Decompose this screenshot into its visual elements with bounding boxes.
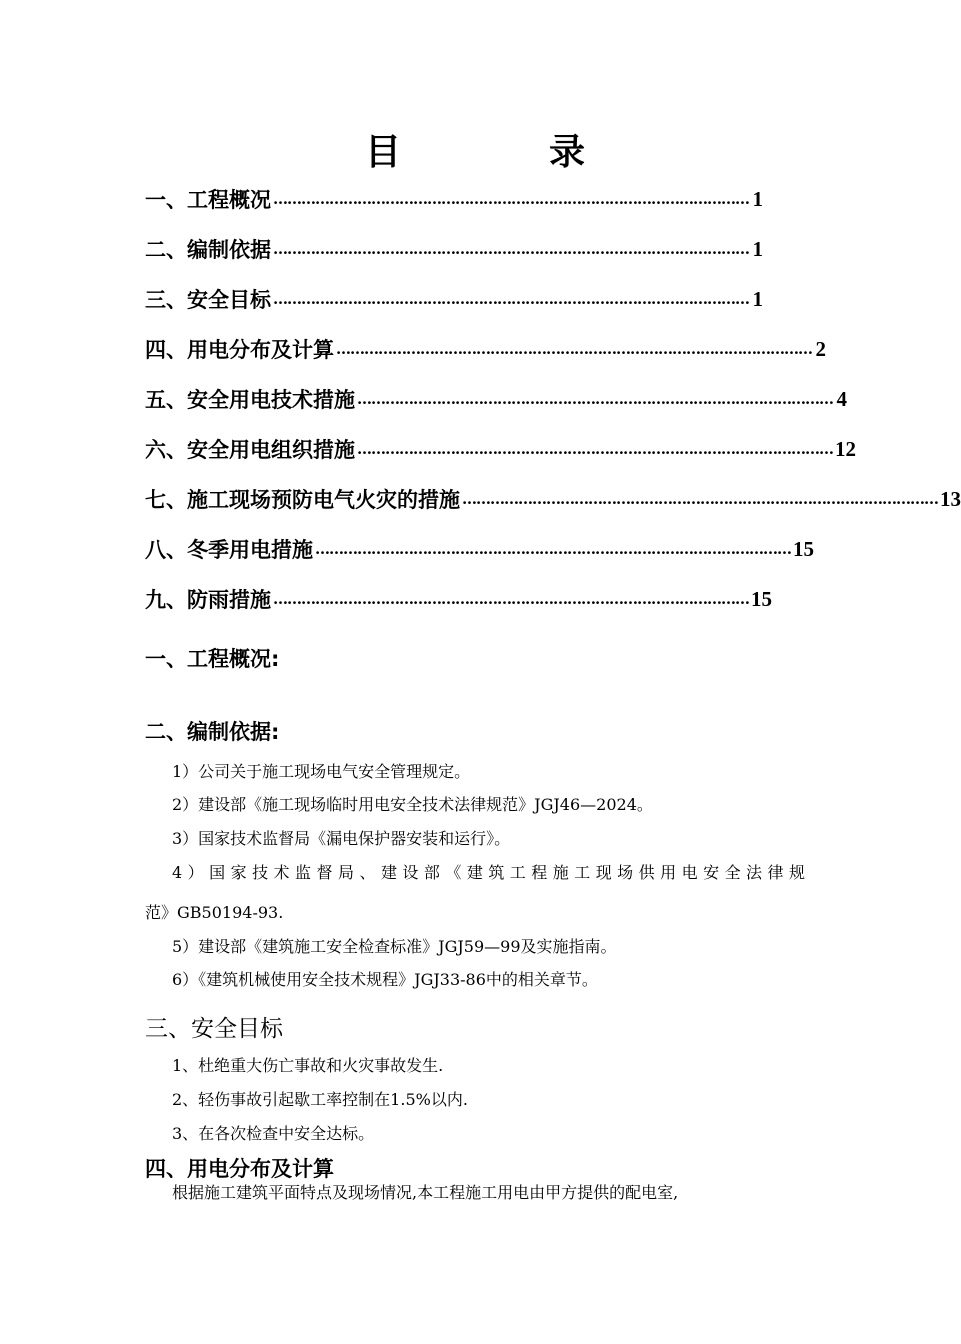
toc-leader-dots: ………………………………………………………………………………………… <box>315 540 791 558</box>
power-distribution-text: 根据施工建筑平面特点及现场情况,本工程施工用电由甲方提供的配电室, <box>172 1183 679 1202</box>
toc-entry[interactable] <box>145 534 814 564</box>
toc-entry-label: 四、用电分布及计算 <box>145 338 334 362</box>
safety-goal-item: 3、在各次检查中安全达标。 <box>172 1124 375 1143</box>
toc-entry-page: 4 <box>836 386 847 411</box>
section-heading-safety-goal: 三、安全目标 <box>145 1016 283 1042</box>
basis-item: 3）国家技术监督局《漏电保护器安装和运行》。 <box>172 829 511 848</box>
toc-leader-dots: ………………………………………………………………………………………… <box>336 340 812 358</box>
toc-entry[interactable] <box>145 584 772 614</box>
toc-leader-dots: ………………………………………………………………………………………… <box>273 290 749 308</box>
basis-item: 5）建设部《建筑施工安全检查标准》JGJ59—99及实施指南。 <box>172 937 617 956</box>
section-heading-power-distribution: 四、用电分布及计算 <box>145 1157 334 1181</box>
toc-entry[interactable] <box>145 434 856 464</box>
toc-entry-page: 1 <box>752 286 763 311</box>
toc-entry-page: 15 <box>751 586 772 611</box>
toc-entry[interactable] <box>145 284 763 314</box>
toc-title-right: 录 <box>549 132 586 173</box>
toc-title-left: 目 <box>364 132 401 173</box>
toc-entry-label: 六、安全用电组织措施 <box>145 438 355 462</box>
toc-entry-page: 15 <box>793 536 814 561</box>
toc-leader-dots: ………………………………………………………………………………………… <box>357 440 833 458</box>
basis-item-continuation: 范》GB50194-93. <box>145 903 284 922</box>
toc-entry-label: 二、编制依据 <box>145 238 271 262</box>
section-heading-overview: 一、工程概况: <box>145 647 280 671</box>
safety-goal-item: 1、杜绝重大伤亡事故和火灾事故发生. <box>172 1056 444 1075</box>
toc-entry-label: 八、冬季用电措施 <box>145 538 313 562</box>
toc-entry[interactable] <box>145 384 847 414</box>
toc-leader-dots: ………………………………………………………………………………………… <box>273 240 749 258</box>
toc-entry-page: 2 <box>815 336 826 361</box>
basis-item: 6）《建筑机械使用安全技术规程》JGJ33-86中的相关章节。 <box>172 970 598 989</box>
toc-entry-label: 七、施工现场预防电气火灾的措施 <box>145 488 460 512</box>
toc-leader-dots: ………………………………………………………………………………………… <box>357 390 833 408</box>
basis-item: 2）建设部《施工现场临时用电安全技术法律规范》JGJ46—2024。 <box>172 795 653 814</box>
toc-entry-label: 一、工程概况 <box>145 188 271 212</box>
toc-entry-page: 1 <box>752 186 763 211</box>
basis-item: 1）公司关于施工现场电气安全管理规定。 <box>172 762 471 781</box>
safety-goal-item: 2、轻伤事故引起歇工率控制在1.5%以内. <box>172 1090 468 1109</box>
section-heading-basis: 二、编制依据: <box>145 720 280 744</box>
toc-leader-dots: ………………………………………………………………………………………… <box>273 590 749 608</box>
basis-item: 4）国家技术监督局、建设部《建筑工程施工现场供用电安全法律规 <box>172 863 805 882</box>
toc-entry-label: 九、防雨措施 <box>145 588 271 612</box>
toc-entry[interactable] <box>145 334 826 364</box>
toc-entry[interactable] <box>145 234 763 264</box>
toc-leader-dots: ………………………………………………………………………………………… <box>462 490 938 508</box>
toc-entry-page: 12 <box>835 436 856 461</box>
toc-entry-page: 1 <box>752 236 763 261</box>
toc-leader-dots: ………………………………………………………………………………………… <box>273 190 749 208</box>
toc-entry-label: 三、安全目标 <box>145 288 271 312</box>
toc-entry[interactable] <box>145 484 961 514</box>
toc-entry-page: 13 <box>940 486 961 511</box>
toc-title <box>0 124 950 175</box>
toc-entry[interactable] <box>145 184 763 214</box>
toc-entry-label: 五、安全用电技术措施 <box>145 388 355 412</box>
